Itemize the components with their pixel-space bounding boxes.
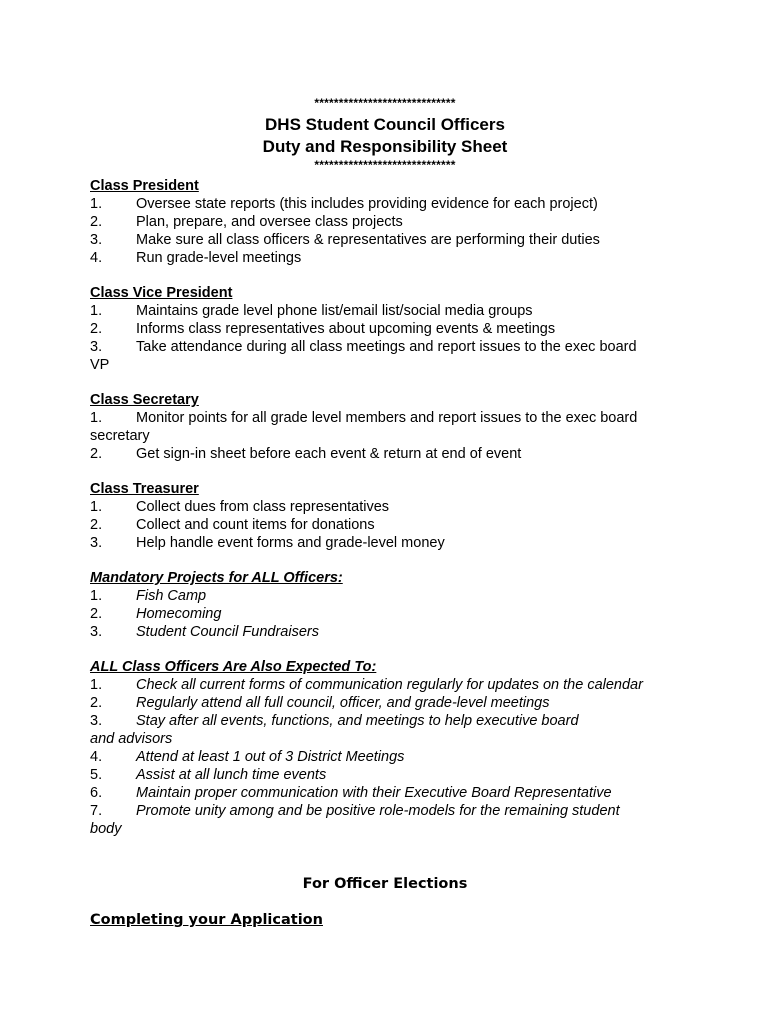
list-item: 5. Assist at all lunch time events [90, 767, 327, 783]
list-item: 3. Help handle event forms and grade-level money [90, 535, 445, 551]
list-item: 1. Check all current forms of communication regularly for updates on the calendar [90, 677, 643, 693]
elections-heading: For Officer Elections [302, 876, 468, 892]
completing-application-heading: Completing your Application [90, 912, 323, 928]
list-item-continuation: body [90, 821, 122, 837]
list-item: 7. Promote unity among and be positive role-models for the remaining student [90, 803, 620, 819]
section-class-president [90, 177, 690, 267]
list-item: 2. Get sign-in sheet before each event & return at end of event [90, 446, 522, 462]
list-item: 4. Run grade-level meetings [90, 250, 302, 266]
list-item: 2. Plan, prepare, and oversee class projects [90, 214, 403, 230]
list-item: 2. Regularly attend all full council, officer, and grade-level meetings [90, 695, 550, 711]
list-item: 1. Maintains grade level phone list/email list/social media groups [90, 303, 533, 319]
list-item: 1. Monitor points for all grade level members and report issues to the exec board [90, 410, 638, 426]
document-title-line2: Duty and Responsibility Sheet [262, 137, 508, 156]
section-class-secretary [90, 391, 690, 463]
stars-divider-top: ***************************** [314, 96, 456, 110]
list-item-continuation: and advisors [90, 731, 173, 747]
section-heading: Class Secretary [90, 392, 199, 408]
list-item: 3. Stay after all events, functions, and meetings to help executive board [90, 713, 579, 729]
list-item: 2. Informs class representatives about upcoming events & meetings [90, 321, 556, 337]
section-class-vice-president [90, 284, 690, 374]
list-item: 3. Take attendance during all class meetings and report issues to the exec board [90, 339, 637, 355]
section-heading: Class President [90, 178, 199, 194]
list-item: 3. Make sure all class officers & representatives are performing their duties [90, 232, 600, 248]
list-item: 2. Collect and count items for donations [90, 517, 375, 533]
section-mandatory-projects [90, 569, 690, 641]
document-title-line1: DHS Student Council Officers [265, 115, 505, 134]
list-item: 1. Fish Camp [90, 588, 207, 604]
section-class-treasurer [90, 480, 690, 552]
section-heading: Class Treasurer [90, 481, 199, 497]
list-item-continuation: VP [90, 357, 110, 373]
section-heading: Class Vice President [90, 285, 233, 301]
section-officers-expected [90, 658, 690, 838]
list-item: 3. Student Council Fundraisers [90, 624, 319, 640]
stars-divider-bottom: ***************************** [314, 158, 456, 172]
list-item: 2. Homecoming [90, 606, 222, 622]
list-item-continuation: secretary [90, 428, 150, 444]
section-heading: ALL Class Officers Are Also Expected To: [90, 659, 377, 675]
list-item: 4. Attend at least 1 out of 3 District Meetings [90, 749, 405, 765]
list-item: 6. Maintain proper communication with their Executive Board Representative [90, 785, 612, 801]
list-item: 1. Oversee state reports (this includes providing evidence for each project) [90, 196, 598, 212]
list-item: 1. Collect dues from class representatives [90, 499, 390, 515]
section-heading: Mandatory Projects for ALL Officers: [90, 570, 343, 586]
